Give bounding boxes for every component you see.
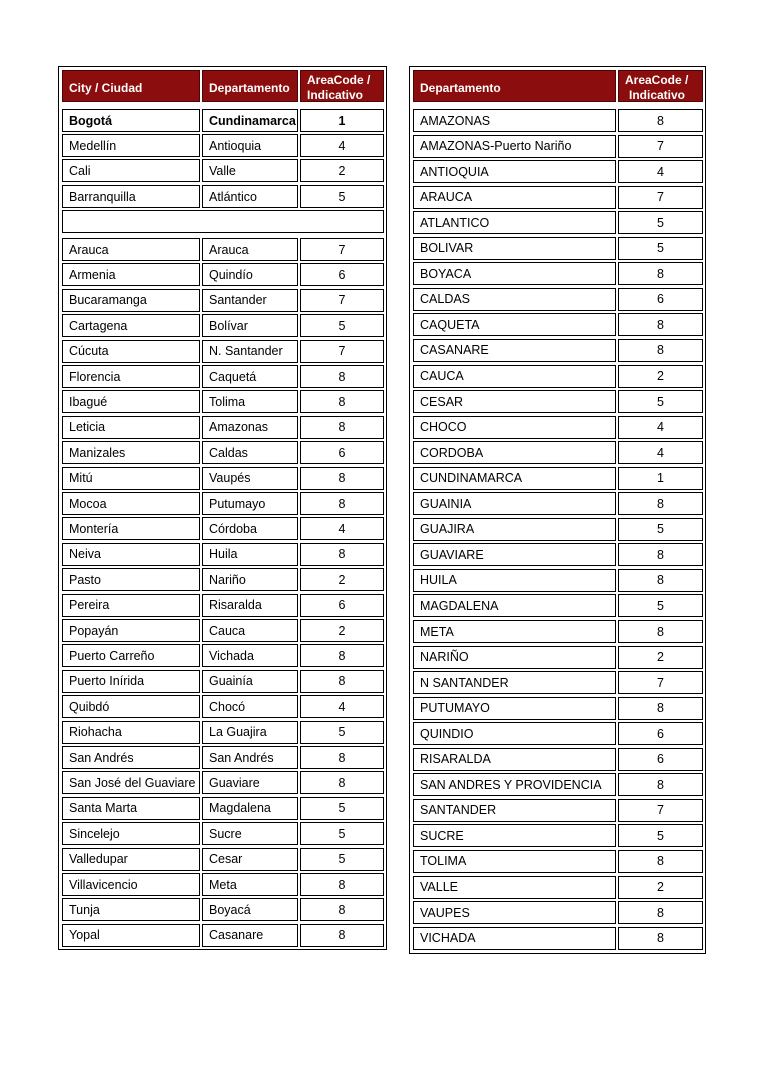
city-cell: Leticia <box>62 416 200 439</box>
city-cell: Puerto Carreño <box>62 644 200 667</box>
department-cell: VALLE <box>413 876 616 899</box>
department-cell: BOLIVAR <box>413 237 616 260</box>
area-code-cell: 8 <box>618 313 703 336</box>
department-cell: CAUCA <box>413 365 616 388</box>
area-code-cell: 8 <box>300 644 384 667</box>
department-cell: CAQUETA <box>413 313 616 336</box>
department-cell: N SANTANDER <box>413 671 616 694</box>
area-code-cell: 5 <box>300 721 384 744</box>
area-code-cell: 5 <box>618 237 703 260</box>
area-code-cell: 8 <box>300 771 384 794</box>
header-areacode: AreaCode / Indicativo <box>618 70 703 102</box>
area-code-cell: 8 <box>300 670 384 693</box>
area-code-cell: 8 <box>618 492 703 515</box>
area-code-cell: 5 <box>300 314 384 337</box>
department-cell: SAN ANDRES Y PROVIDENCIA <box>413 773 616 796</box>
department-cell: ARAUCA <box>413 186 616 209</box>
city-table-header <box>59 67 386 105</box>
department-cell: Huila <box>202 543 298 566</box>
city-cell: Popayán <box>62 619 200 642</box>
area-code-cell: 5 <box>300 797 384 820</box>
area-code-cell: 8 <box>300 898 384 921</box>
department-cell: N. Santander <box>202 340 298 363</box>
area-code-cell: 6 <box>618 722 703 745</box>
city-cell: Puerto Inírida <box>62 670 200 693</box>
area-code-cell: 4 <box>300 134 384 157</box>
area-code-cell: 8 <box>300 492 384 515</box>
department-cell: TOLIMA <box>413 850 616 873</box>
city-cell: Bogotá <box>62 109 200 132</box>
area-code-cell: 8 <box>618 620 703 643</box>
department-cell: Vaupés <box>202 467 298 490</box>
department-cell: Sucre <box>202 822 298 845</box>
area-code-cell: 1 <box>300 109 384 132</box>
area-code-cell: 8 <box>300 467 384 490</box>
city-cell: Medellín <box>62 134 200 157</box>
department-table-header <box>410 67 705 105</box>
department-cell: ANTIOQUIA <box>413 160 616 183</box>
area-code-cell: 7 <box>618 671 703 694</box>
department-cell: HUILA <box>413 569 616 592</box>
city-cell: Tunja <box>62 898 200 921</box>
department-cell: Tolima <box>202 390 298 413</box>
department-cell: Córdoba <box>202 517 298 540</box>
area-code-cell: 8 <box>618 850 703 873</box>
city-cell: Quibdó <box>62 695 200 718</box>
department-cell: Putumayo <box>202 492 298 515</box>
city-cell: Arauca <box>62 238 200 261</box>
department-cell: Meta <box>202 873 298 896</box>
department-cell: CORDOBA <box>413 441 616 464</box>
department-cell: Caquetá <box>202 365 298 388</box>
department-cell: Amazonas <box>202 416 298 439</box>
department-cell: Casanare <box>202 924 298 947</box>
department-cell: Bolívar <box>202 314 298 337</box>
city-cell: Riohacha <box>62 721 200 744</box>
area-code-cell: 6 <box>300 263 384 286</box>
department-cell: Arauca <box>202 238 298 261</box>
area-code-cell: 2 <box>618 876 703 899</box>
city-cell: Florencia <box>62 365 200 388</box>
city-cell: Yopal <box>62 924 200 947</box>
area-code-cell: 2 <box>300 568 384 591</box>
area-code-cell: 8 <box>618 543 703 566</box>
department-cell: Cesar <box>202 848 298 871</box>
department-cell: Boyacá <box>202 898 298 921</box>
area-code-cell: 5 <box>618 211 703 234</box>
department-cell: SANTANDER <box>413 799 616 822</box>
city-cell: Mitú <box>62 467 200 490</box>
area-code-cell: 7 <box>300 289 384 312</box>
department-cell: Chocó <box>202 695 298 718</box>
city-cell: Santa Marta <box>62 797 200 820</box>
city-cell: Valledupar <box>62 848 200 871</box>
city-cell: Barranquilla <box>62 185 200 208</box>
area-code-cell: 7 <box>618 135 703 158</box>
area-code-cell: 8 <box>618 773 703 796</box>
area-code-cell: 6 <box>300 441 384 464</box>
department-cell: RISARALDA <box>413 748 616 771</box>
area-code-cell: 8 <box>618 339 703 362</box>
city-cell: Ibagué <box>62 390 200 413</box>
area-code-cell: 5 <box>618 824 703 847</box>
city-cell: Mocoa <box>62 492 200 515</box>
department-cell: SUCRE <box>413 824 616 847</box>
area-code-cell: 8 <box>300 390 384 413</box>
department-cell: GUAINIA <box>413 492 616 515</box>
area-code-cell: 8 <box>300 924 384 947</box>
area-code-cell: 8 <box>300 365 384 388</box>
area-code-cell: 4 <box>300 695 384 718</box>
department-area-code-table <box>409 66 706 954</box>
department-cell: NARIÑO <box>413 646 616 669</box>
department-cell: AMAZONAS <box>413 109 616 132</box>
header-areacode: AreaCode / Indicativo <box>300 70 384 102</box>
department-cell: Santander <box>202 289 298 312</box>
area-code-cell: 2 <box>618 646 703 669</box>
department-cell: VICHADA <box>413 927 616 950</box>
header-city: City / Ciudad <box>62 70 200 102</box>
department-cell: GUAJIRA <box>413 518 616 541</box>
area-code-cell: 5 <box>300 848 384 871</box>
city-cell: Sincelejo <box>62 822 200 845</box>
area-code-cell: 5 <box>618 518 703 541</box>
area-code-cell: 2 <box>300 619 384 642</box>
area-code-cell: 7 <box>300 340 384 363</box>
city-cell: Neiva <box>62 543 200 566</box>
department-cell: Magdalena <box>202 797 298 820</box>
area-code-cell: 8 <box>300 746 384 769</box>
department-cell: Vichada <box>202 644 298 667</box>
department-cell: Nariño <box>202 568 298 591</box>
header-departamento: Departamento <box>202 70 298 102</box>
city-cell: Montería <box>62 517 200 540</box>
department-cell: La Guajira <box>202 721 298 744</box>
department-cell: AMAZONAS-Puerto Nariño <box>413 135 616 158</box>
header-departamento: Departamento <box>413 70 616 102</box>
department-cell: Risaralda <box>202 594 298 617</box>
department-cell: QUINDIO <box>413 722 616 745</box>
department-cell: CUNDINAMARCA <box>413 467 616 490</box>
area-code-cell: 8 <box>300 543 384 566</box>
city-cell: Cali <box>62 159 200 182</box>
area-code-cell: 8 <box>300 873 384 896</box>
department-cell: GUAVIARE <box>413 543 616 566</box>
department-cell: Valle <box>202 159 298 182</box>
department-cell: CASANARE <box>413 339 616 362</box>
area-code-cell: 4 <box>300 517 384 540</box>
city-cell: Villavicencio <box>62 873 200 896</box>
area-code-cell: 8 <box>618 927 703 950</box>
empty-separator-row <box>62 210 384 233</box>
city-cell: Cúcuta <box>62 340 200 363</box>
city-cell: Armenia <box>62 263 200 286</box>
area-code-cell: 8 <box>618 569 703 592</box>
area-code-cell: 2 <box>618 365 703 388</box>
department-cell: Quindío <box>202 263 298 286</box>
area-code-cell: 1 <box>618 467 703 490</box>
city-area-code-table <box>58 66 387 950</box>
department-cell: BOYACA <box>413 262 616 285</box>
area-code-cell: 7 <box>618 799 703 822</box>
area-code-cell: 5 <box>300 185 384 208</box>
area-code-cell: 5 <box>300 822 384 845</box>
area-code-cell: 8 <box>300 416 384 439</box>
department-cell: Guaviare <box>202 771 298 794</box>
city-cell: San José del Guaviare <box>62 771 200 794</box>
area-code-cell: 6 <box>618 748 703 771</box>
city-cell: Cartagena <box>62 314 200 337</box>
area-code-cell: 4 <box>618 416 703 439</box>
department-cell: Caldas <box>202 441 298 464</box>
area-code-cell: 8 <box>618 262 703 285</box>
department-cell: META <box>413 620 616 643</box>
department-cell: CESAR <box>413 390 616 413</box>
area-code-cell: 7 <box>300 238 384 261</box>
area-code-cell: 5 <box>618 390 703 413</box>
department-cell: Cundinamarca <box>202 109 298 132</box>
department-cell: Cauca <box>202 619 298 642</box>
department-cell: Antioquia <box>202 134 298 157</box>
department-cell: Atlántico <box>202 185 298 208</box>
city-cell: San Andrés <box>62 746 200 769</box>
city-cell: Bucaramanga <box>62 289 200 312</box>
area-code-cell: 8 <box>618 697 703 720</box>
area-code-cell: 2 <box>300 159 384 182</box>
city-cell: Manizales <box>62 441 200 464</box>
area-code-cell: 6 <box>618 288 703 311</box>
department-cell: CALDAS <box>413 288 616 311</box>
area-code-cell: 4 <box>618 441 703 464</box>
department-cell: MAGDALENA <box>413 594 616 617</box>
department-cell: San Andrés <box>202 746 298 769</box>
area-code-cell: 5 <box>618 594 703 617</box>
area-code-cell: 7 <box>618 186 703 209</box>
department-cell: ATLANTICO <box>413 211 616 234</box>
department-cell: PUTUMAYO <box>413 697 616 720</box>
department-cell: Guainía <box>202 670 298 693</box>
area-code-cell: 4 <box>618 160 703 183</box>
department-cell: CHOCO <box>413 416 616 439</box>
area-code-cell: 8 <box>618 901 703 924</box>
area-code-cell: 8 <box>618 109 703 132</box>
area-code-cell: 6 <box>300 594 384 617</box>
city-cell: Pasto <box>62 568 200 591</box>
city-cell: Pereira <box>62 594 200 617</box>
department-cell: VAUPES <box>413 901 616 924</box>
